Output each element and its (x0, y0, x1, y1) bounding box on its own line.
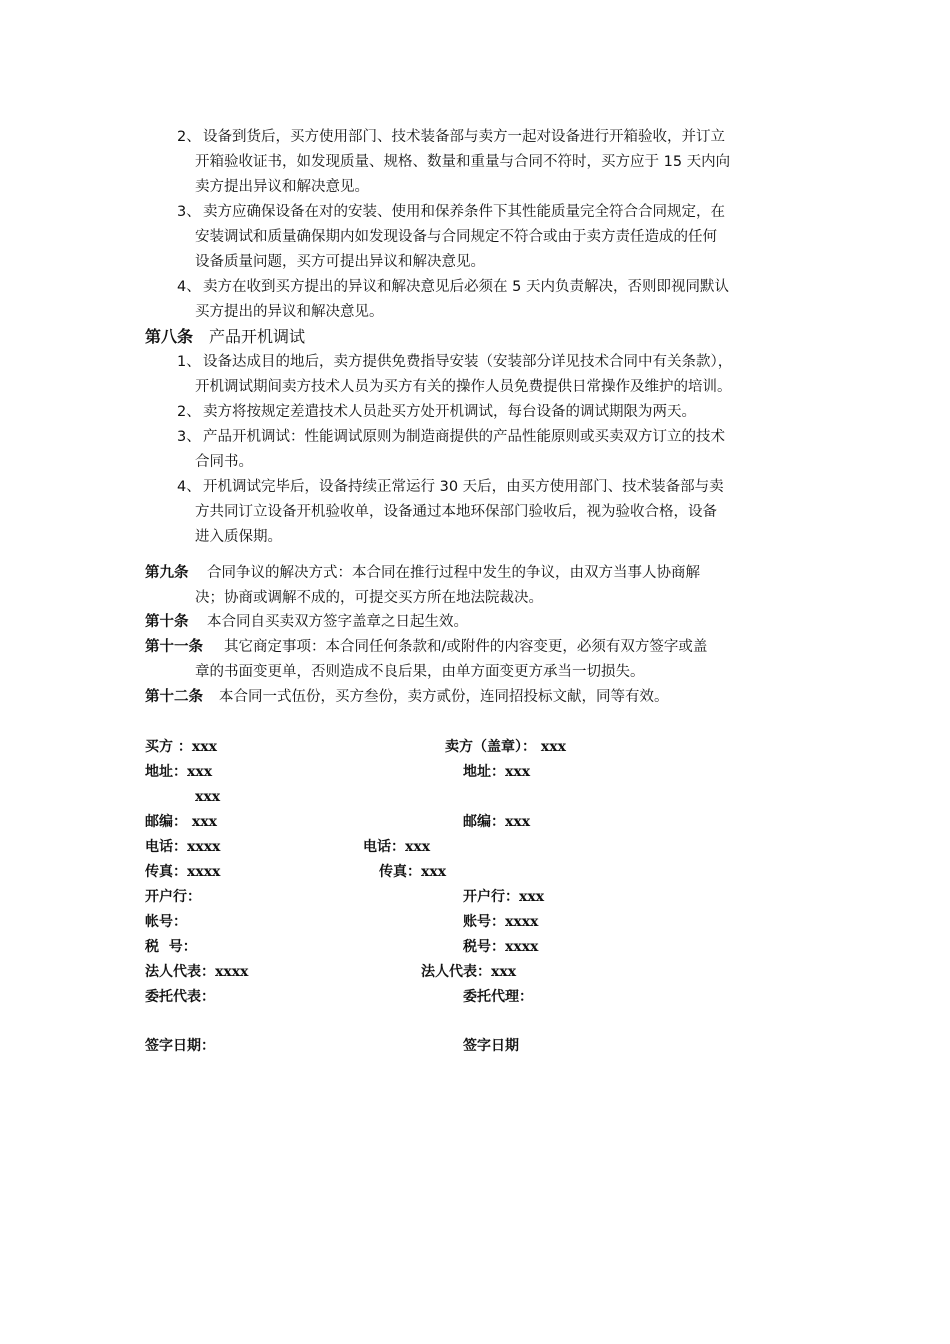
buyer-tax-number: 税 号： (145, 939, 197, 955)
article-11-line-1: 其它商定事项：本合同任何条款和/或附件的内容变更，必须有双方签字或盖 (224, 639, 708, 655)
clause-7-2-line-3: 卖方提出异议和解决意见。 (195, 179, 369, 195)
clause-7-4-line-1: 卖方在收到买方提出的异议和解决意见后必须在 5 天内负责解决，否则即视同默认 (203, 279, 729, 295)
seller-phone: 电话：xxx (363, 839, 431, 855)
seller-address: 地址：xxx (463, 764, 531, 780)
buyer-legal-rep: 法人代表：xxxx (145, 964, 249, 980)
clause-8-1-line-1: 设备达成目的地后，卖方提供免费指导安装（安装部分详见技术合同中有关条款）， (203, 354, 733, 370)
clause-7-2-line-1: 设备到货后，买方使用部门、技术装备部与卖方一起对设备进行开箱验收，并订立 (203, 129, 725, 145)
buyer-sign-date: 签字日期： (145, 1038, 215, 1054)
clause-7-4-num: 4、 (177, 279, 201, 295)
article-9-line-1: 合同争议的解决方式：本合同在推行过程中发生的争议，由双方当事人协商解 (207, 565, 700, 581)
seller-postcode: 邮编：xxx (463, 814, 531, 830)
clause-7-3-line-2: 安装调试和质量确保期内如发现设备与合同规定不符合或由于卖方责任造成的任何 (195, 229, 717, 245)
buyer-agent: 委托代表： (145, 989, 215, 1005)
clause-7-4-line-2: 买方提出的异议和解决意见。 (195, 304, 384, 320)
buyer-address: 地址：xxx (145, 764, 213, 780)
clause-8-2-num: 2、 (177, 404, 201, 420)
buyer-account: 帐号： (145, 914, 187, 930)
clause-7-2-line-2: 开箱验收证书，如发现质量、规格、数量和重量与合同不符时，买方应于 15 天内向 (195, 154, 731, 170)
article-12-text: 本合同一式伍份，买方叁份，卖方贰份，连同招投标文献，同等有效。 (219, 689, 669, 705)
clause-8-4-line-2: 方共同订立设备开机验收单，设备通过本地环保部门验收后，视为验收合格，设备 (195, 504, 717, 520)
seller-label: 卖方（盖章）： xxx (445, 739, 566, 755)
article-12-label: 第十二条 (145, 689, 203, 705)
clause-8-4-num: 4、 (177, 479, 201, 495)
clause-7-3-num: 3、 (177, 204, 201, 220)
seller-agent: 委托代理： (463, 989, 533, 1005)
clause-8-4-line-1: 开机调试完毕后，设备持续正常运行 30 天后，由买方使用部门、技术装备部与卖 (203, 479, 724, 495)
clause-8-3-line-2: 合同书。 (195, 454, 253, 470)
clause-7-3-line-3: 设备质量问题，买方可提出异议和解决意见。 (195, 254, 485, 270)
seller-bank: 开户行：xxx (463, 889, 545, 905)
buyer-phone: 电话：xxxx (145, 839, 221, 855)
article-8-label: 第八条 (145, 327, 194, 346)
article-11-line-2: 章的书面变更单，否则造成不良后果，由单方面变更方承当一切损失。 (195, 664, 645, 680)
buyer-bank: 开户行： (145, 889, 201, 905)
clause-8-4-line-3: 进入质保期。 (195, 529, 282, 545)
seller-tax-number: 税号：xxxx (463, 939, 539, 955)
buyer-label: 买方 ：xxx (145, 739, 217, 755)
clause-7-2-num: 2、 (177, 129, 201, 145)
clause-8-1-line-2: 开机调试期间卖方技术人员为买方有关的操作人员免费提供日常操作及维护的培训。 (195, 379, 732, 395)
article-10-text: 本合同自买卖双方签字盖章之日起生效。 (207, 614, 468, 630)
buyer-postcode: 邮编： xxx (145, 814, 217, 830)
article-10-label: 第十条 (145, 614, 189, 630)
article-9-line-2: 决；协商或调解不成的，可提交买方所在地法院裁决。 (195, 590, 543, 606)
clause-8-3-num: 3、 (177, 429, 201, 445)
seller-legal-rep: 法人代表：xxx (421, 964, 517, 980)
article-11-label: 第十一条 (145, 639, 203, 655)
clause-8-1-num: 1、 (177, 354, 201, 370)
article-8-title: 产品开机调试 (209, 327, 306, 346)
seller-account: 账号：xxxx (463, 914, 539, 930)
clause-8-2-line-1: 卖方将按规定差遣技术人员赴买方处开机调试，每台设备的调试期限为两天。 (203, 404, 696, 420)
seller-fax: 传真：xxx (379, 864, 447, 880)
buyer-fax: 传真：xxxx (145, 864, 221, 880)
clause-7-3-line-1: 卖方应确保设备在对的安装、使用和保养条件下其性能质量完全符合合同规定，在 (203, 204, 725, 220)
clause-8-3-line-1: 产品开机调试：性能调试原则为制造商提供的产品性能原则或买卖双方订立的技术 (203, 429, 725, 445)
article-9-label: 第九条 (145, 565, 189, 581)
seller-sign-date: 签字日期 (463, 1038, 519, 1054)
buyer-address-cont: xxx (195, 789, 221, 805)
